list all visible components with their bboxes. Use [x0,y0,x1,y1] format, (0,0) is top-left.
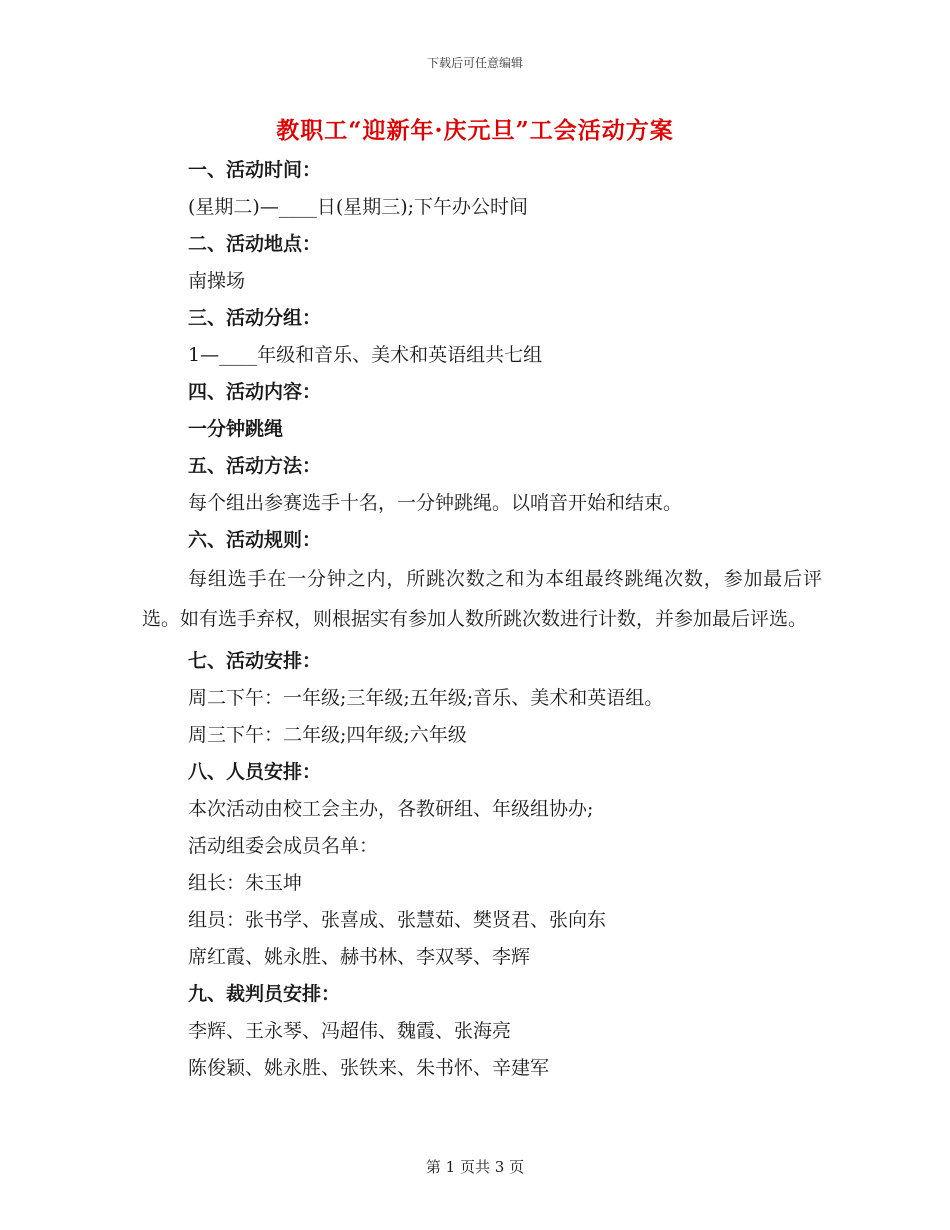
section-heading-method: 五、活动方法： [188,455,322,477]
staff-line: 本次活动由校工会主办，各教研组、年级组协办; [188,798,594,820]
schedule-line: 周二下午：一年级;三年级;五年级;音乐、美术和英语组。 [188,687,664,709]
document-body [142,152,828,1087]
section-heading-schedule: 七、活动安排： [188,650,322,672]
section-heading-referees: 九、裁判员安排： [188,983,341,1005]
section-text-method: 每个组出参赛选手十名，一分钟跳绳。以哨音开始和结束。 [188,492,683,514]
staff-line: 席红霞、姚永胜、赫书林、李双琴、李辉 [188,946,531,968]
section-heading-groups: 三、活动分组： [188,307,322,329]
section-heading-place: 二、活动地点： [188,233,322,255]
section-text-place: 南操场 [188,270,246,292]
section-text-content: 一分钟跳绳 [188,418,284,440]
section-heading-content: 四、活动内容： [188,381,322,403]
page-footer: 第 1 页共 3 页 [425,1158,525,1176]
section-heading-rules: 六、活动规则： [188,529,322,551]
section-heading-time: 一、活动时间： [188,159,322,181]
section-text-groups: 1—____年级和音乐、美术和英语组共七组 [188,344,543,366]
section-text-rules: 每组选手在一分钟之内，所跳次数之和为本组最终跳绳次数，参加最后评选。如有选手弃权，则根据实有参加人数所跳次数进行计数，并参加最后评选。 [142,568,822,630]
referee-line: 李辉、王永琴、冯超伟、魏霞、张海亮 [188,1020,512,1042]
header-note: 下载后可任意编辑 [426,56,523,70]
staff-line: 组员：张书学、张喜成、张慧茹、樊贤君、张向东 [188,909,607,931]
document-title: 教职工“迎新年·庆元旦”工会活动方案 [276,117,674,144]
staff-line: 活动组委会成员名单： [188,835,379,857]
section-heading-staff: 八、人员安排： [188,761,322,783]
schedule-line: 周三下午：二年级;四年级;六年级 [188,724,467,746]
section-text-time: (星期二)—____日(星期三);下午办公时间 [188,196,529,218]
staff-line: 组长：朱玉坤 [188,872,303,894]
referee-line: 陈俊颖、姚永胜、张铁来、朱书怀、辛建军 [188,1057,550,1079]
